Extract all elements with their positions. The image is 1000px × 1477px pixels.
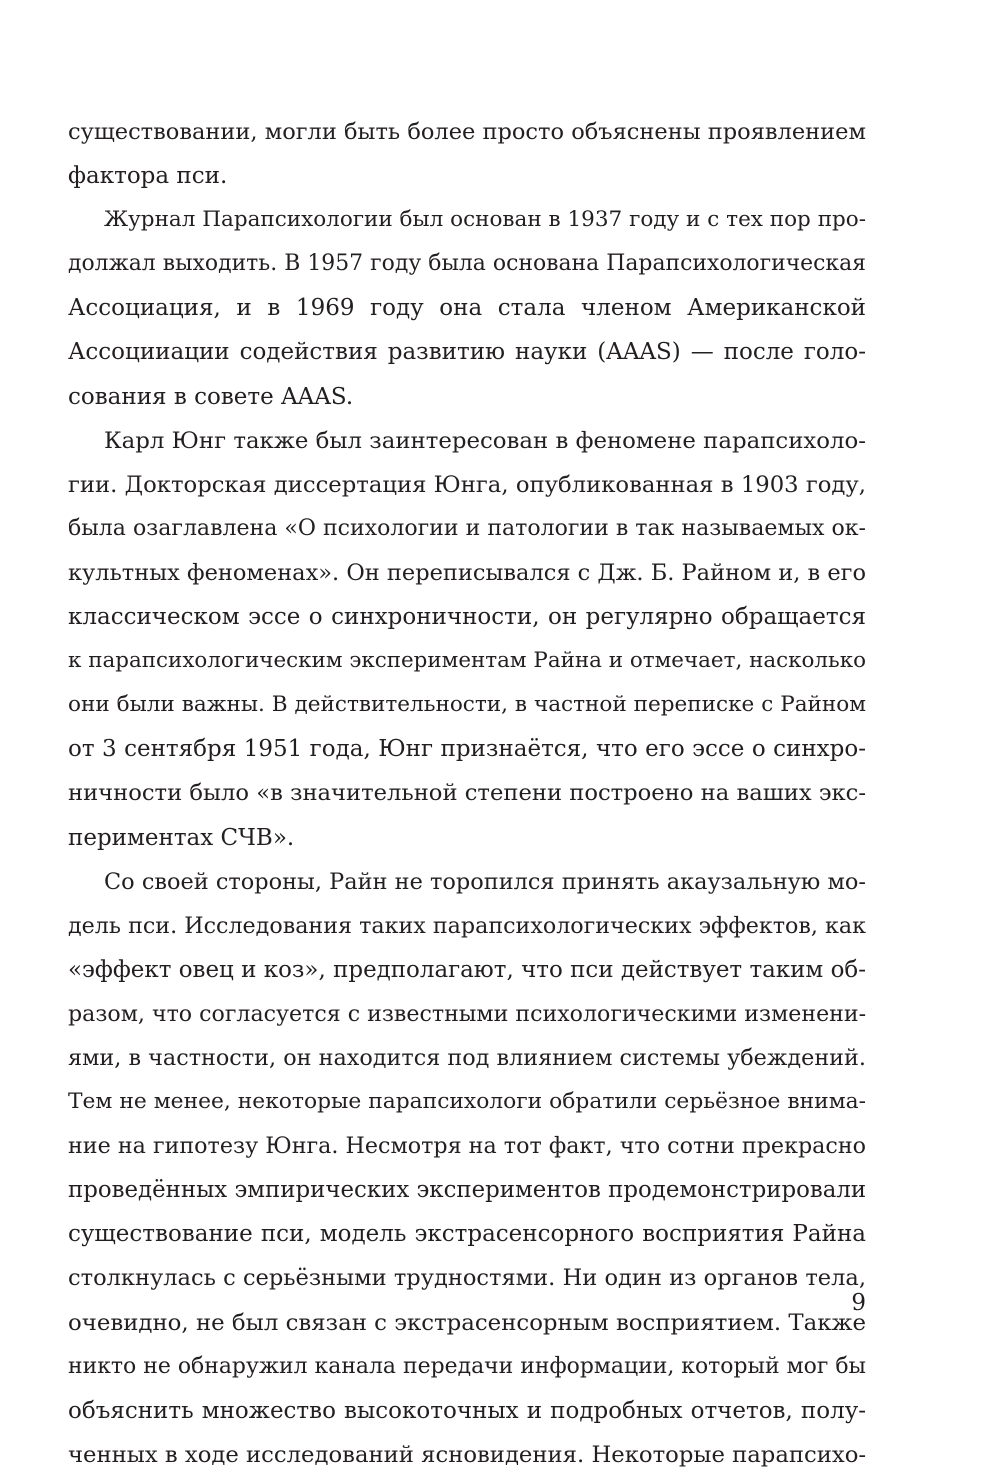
text-line: Карл Юнг также был заинтересован в феномене парапсихоло-	[104, 427, 867, 454]
text-line: была озаглавлена «О психологии и патологии в так называемых ок-	[68, 515, 866, 541]
text-line: Со своей стороны, Райн не торопился принять акаузальную мо-	[104, 868, 866, 895]
text-line: существовании, могли быть более просто объяснены проявлением	[68, 119, 866, 145]
text-line: должал выходить. В 1957 году была основана Парапсихологическая	[68, 251, 866, 277]
text-line: никто не обнаружил канала передачи информации, который мог бы	[68, 1353, 866, 1379]
text-line: ями, в частности, он находится под влиянием системы убеждений.	[68, 1044, 866, 1071]
text-line: очевидно, не был связан с экстрасенсорным восприятием. Также	[68, 1309, 867, 1336]
text-line: Ассоциация, и в 1969 году она стала членом Американской	[68, 295, 866, 322]
text-line: Ассоцииации содействия развитию науки (AAAS) — после голо-	[68, 339, 866, 366]
text-line: ничности было «в значительной степени построено на ваших экс-	[68, 780, 866, 807]
text-line: «эффект овец и коз», предполагают, что пси действует таким об-	[68, 956, 866, 983]
text-line: проведённых эмпирических экспериментов продемонстрировали	[68, 1177, 867, 1204]
text-line: разом, что согласуется с известными психологическими изменени-	[68, 1000, 867, 1027]
body-text	[68, 110, 866, 1477]
page-number: 9	[851, 1290, 866, 1316]
text-line: Тем не менее, некоторые парапсихологи обратили серьёзное внима-	[68, 1089, 866, 1115]
text-line: существование пси, модель экстрасенсорного восприятия Райна	[68, 1221, 866, 1248]
text-line: они были важны. В действительности, в частной переписке с Райном	[68, 692, 866, 718]
text-line: культных феноменах». Он переписывался с Дж. Б. Райном и, в его	[68, 559, 866, 586]
text-line: ние на гипотезу Юнга. Несмотря на тот факт, что сотни прекрасно	[68, 1133, 866, 1160]
text-line: сования в совете AAAS.	[68, 383, 354, 410]
text-line: ченных в ходе исследований ясновидения. Некоторые парапсихо-	[68, 1441, 867, 1468]
text-line: Журнал Парапсихологии был основан в 1937 году и с тех пор про-	[104, 207, 866, 233]
text-line: фактора пси.	[68, 163, 228, 190]
text-line: гии. Докторская диссертация Юнга, опубликованная в 1903 году,	[68, 471, 866, 498]
text-line: классическом эссе о синхроничности, он регулярно обращается	[68, 604, 866, 631]
text-line: к парапсихологическим экспериментам Райна и отмечает, насколько	[68, 648, 866, 674]
text-line: объяснить множество высокоточных и подробных отчетов, полу-	[68, 1397, 866, 1424]
text-line: столкнулась с серьёзными трудностями. Ни один из органов тела,	[68, 1265, 866, 1292]
text-line: от 3 сентября 1951 года, Юнг признаётся, что его эссе о синхро-	[68, 736, 866, 763]
text-line: периментах СЧВ».	[68, 824, 295, 851]
text-line: дель пси. Исследования таких парапсихологических эффектов, как	[68, 912, 866, 939]
